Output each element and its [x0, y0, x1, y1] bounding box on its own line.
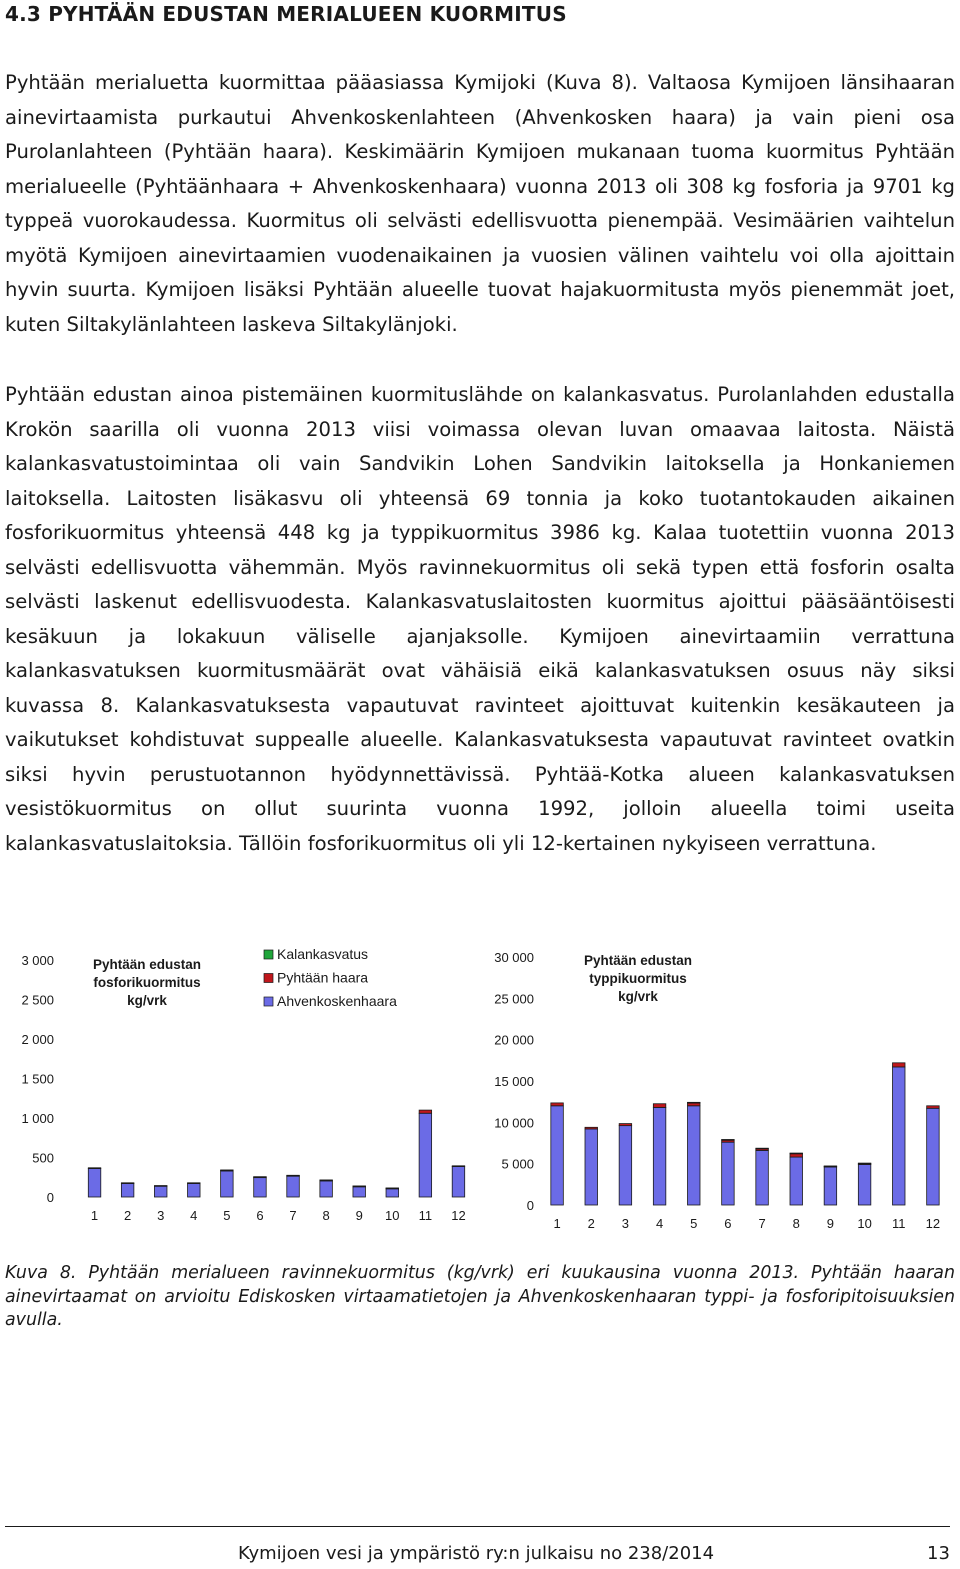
bar-ahvenkoskenhaara-8	[790, 1157, 803, 1205]
x-tick-label: 9	[355, 1208, 363, 1223]
x-tick-label: 7	[289, 1208, 297, 1223]
bar-ahvenkoskenhaara-2	[585, 1129, 598, 1205]
section-heading: 4.3 PYHTÄÄN EDUSTAN MERIALUEEN KUORMITUS	[5, 2, 567, 26]
x-tick-label: 1	[90, 1208, 99, 1223]
nitrogen-chart	[478, 945, 958, 1235]
bar-kalankasvatus-7	[287, 1175, 300, 1176]
y-tick-label: 1 000	[21, 1111, 54, 1126]
bar-ahvenkoskenhaara-11	[893, 1067, 906, 1205]
bar-kalankasvatus-8	[790, 1153, 803, 1154]
bar-kalankasvatus-9	[824, 1166, 837, 1167]
y-tick-label: 3 000	[21, 953, 54, 968]
page-number: 13	[927, 1543, 950, 1564]
legend-swatch	[264, 974, 273, 983]
bar-kalankasvatus-9	[353, 1186, 366, 1187]
legend-swatch	[264, 997, 273, 1006]
bar-ahvenkoskenhaara-6	[722, 1142, 735, 1205]
bar-pyht-n-haara-12	[452, 1166, 465, 1167]
bar-ahvenkoskenhaara-5	[221, 1171, 234, 1197]
bar-ahvenkoskenhaara-4	[653, 1107, 666, 1205]
x-tick-label: 5	[690, 1216, 698, 1231]
bar-ahvenkoskenhaara-10	[858, 1164, 871, 1205]
bar-pyht-n-haara-1	[551, 1103, 564, 1106]
paragraph-fish-farming: Pyhtään edustan ainoa pistemäinen kuormituslähde on kalankasvatus. Purolanlahden edustalla Krokön saarilla oli vuonna 2013 viisi voimassa olevan luvan omaavaa laitosta. Näistä kalankasvatustoimintaa oli vain Sandvikin Lohen Sandvikin laitoksella ja Honkaniemen laitoksella. Laitosten lisäkasvu oli yhteensä 69 tonnia ja koko tuotantokauden aikainen fosforikuormitus yhteensä 448 kg ja typpikuormitus 3986 kg. Kalaa tuotettiin vuonna 2013 selvästi edellisvuotta vähemmän. Myös ravinnekuormitus oli sekä typen että fosforin osalta selvästi laskenut edellisvuodesta. Kalankasvatuslaitosten kuormitus ajoittui pääsääntöisesti kesäkuun ja lokakuun väliselle ajanjaksolle. Kymijoen ainevirtaamiin verrattuna kalankasvatuksen kuormitusmäärät ovat vähäisiä eikä kalankasvatuksen osuus näy siksi kuvassa 8. Kalankasvatuksesta vapautuvat ravinteet ajoittuvat kuitenkin kesäkauteen ja vaikutukset kohdistuvat suppealle alueelle. Kalankasvatuksesta vapautuvat ravinteet ovatkin siksi hyvin perustuotannon hyödynnettävissä. Pyhtää-Kotka alueen kalankasvatuksen vesistökuormitus on ollut suurinta vuonna 1992, jolloin alueella toimi useita kalankasvatuslaitoksia. Tällöin fosforikuormitus oli yli 12-kertainen nykyiseen verrattuna.	[5, 383, 955, 855]
y-tick-label: 5 000	[501, 1156, 534, 1172]
legend-label: Pyhtään haara	[277, 969, 369, 986]
chart-title-line: fosforikuormitus	[93, 975, 201, 990]
y-tick-label: 20 000	[494, 1032, 534, 1048]
bar-ahvenkoskenhaara-5	[688, 1106, 701, 1205]
bar-ahvenkoskenhaara-10	[386, 1188, 399, 1197]
x-tick-label: 7	[758, 1216, 766, 1231]
bar-ahvenkoskenhaara-4	[188, 1183, 201, 1197]
bar-ahvenkoskenhaara-6	[254, 1177, 266, 1197]
chart-title-line: Pyhtään edustan	[92, 957, 202, 972]
bar-pyht-n-haara-12	[927, 1106, 940, 1108]
y-tick-label: 15 000	[494, 1074, 534, 1089]
bar-ahvenkoskenhaara-7	[756, 1150, 769, 1205]
bar-ahvenkoskenhaara-7	[287, 1176, 300, 1197]
bar-kalankasvatus-5	[688, 1102, 701, 1103]
bar-pyht-n-haara-3	[619, 1124, 632, 1126]
phosphorus-chart	[0, 945, 480, 1235]
bar-pyht-n-haara-2	[585, 1127, 598, 1129]
bar-ahvenkoskenhaara-2	[121, 1183, 134, 1197]
x-tick-label: 5	[223, 1208, 231, 1223]
x-tick-label: 12	[451, 1208, 466, 1223]
bar-kalankasvatus-10	[386, 1188, 399, 1189]
bar-pyht-n-haara-3	[154, 1186, 167, 1187]
x-tick-label: 6	[724, 1216, 732, 1231]
y-tick-label: 500	[32, 1150, 54, 1166]
y-tick-label: 2 500	[21, 992, 54, 1008]
bar-ahvenkoskenhaara-3	[619, 1126, 632, 1205]
bar-kalankasvatus-6	[254, 1177, 266, 1178]
bar-kalankasvatus-7	[756, 1148, 769, 1149]
x-tick-label: 11	[418, 1208, 433, 1223]
x-tick-label: 3	[621, 1216, 630, 1231]
legend-label: Ahvenkoskenhaara	[277, 993, 397, 1009]
bar-ahvenkoskenhaara-8	[320, 1181, 333, 1197]
legend-label: Kalankasvatus	[277, 946, 369, 962]
bar-pyht-n-haara-11	[893, 1063, 906, 1067]
x-tick-label: 2	[587, 1216, 595, 1231]
bar-ahvenkoskenhaara-3	[154, 1186, 167, 1197]
bar-kalankasvatus-10	[858, 1163, 871, 1164]
x-tick-label: 2	[124, 1208, 132, 1223]
x-tick-label: 1	[553, 1216, 561, 1231]
bar-ahvenkoskenhaara-9	[353, 1186, 366, 1197]
chart-title-line: Pyhtään edustan	[583, 953, 693, 968]
bar-kalankasvatus-8	[320, 1180, 333, 1181]
chart-title-line: kg/vrk	[127, 993, 167, 1008]
x-tick-label: 8	[322, 1208, 330, 1223]
x-tick-label: 4	[190, 1208, 198, 1223]
x-tick-label: 12	[925, 1216, 941, 1231]
chart-title-line: typpikuormitus	[589, 971, 687, 986]
y-tick-label: 2 000	[21, 1032, 54, 1047]
bar-pyht-n-haara-11	[419, 1110, 432, 1113]
bar-ahvenkoskenhaara-1	[88, 1169, 101, 1197]
figure-caption: Kuva 8. Pyhtään merialueen ravinnekuormitus (kg/vrk) eri kuukausina vuonna 2013. Pyhtään haaran ainevirtaamat on arvioitu Ediskosken virtaamatietojen ja Ahvenkoskenhaaran typpi- ja fosforipitoisuuksien avulla.	[5, 1263, 955, 1330]
y-tick-label: 25 000	[494, 991, 534, 1007]
x-tick-label: 6	[256, 1208, 264, 1223]
paragraph-kymijoki-load: Pyhtään merialuetta kuormittaa pääasiassa Kymijoki (Kuva 8). Valtaosa Kymijoen länsihaaran ainevirtaamista purkautui Ahvenkoskenlahteen (Ahvenkosken haara) ja vain pieni osa Purolanlahteen (Pyhtään haara). Keskimäärin Kymijoen mukanaan tuoma kuormitus Pyhtään merialueelle (Pyhtäänhaara + Ahvenkoskenhaara) vuonna 2013 oli 308 kg fosforia ja 9701 kg typpeä vuorokaudessa. Kuormitus oli selvästi edellisvuotta pienempää. Vesimäärien vaihtelun myötä Kymijoen ainevirtaamien vuodenaikainen ja vuosien välinen vaihtelu voi olla ajoittain hyvin suurta. Kymijoen lisäksi Pyhtään alueelle tuovat hajakuormitusta myös pienemmät joet, kuten Siltakylänlahteen laskeva Siltakylänjoki.	[5, 71, 955, 336]
x-tick-label: 11	[892, 1216, 906, 1231]
chart-title-line: kg/vrk	[618, 989, 658, 1004]
y-tick-label: 1 500	[21, 1071, 54, 1087]
bar-pyht-n-haara-2	[121, 1183, 134, 1184]
bar-ahvenkoskenhaara-12	[452, 1167, 465, 1197]
footer-divider	[5, 1526, 950, 1527]
nitrogen-chart-svg	[478, 945, 958, 1235]
x-tick-label: 4	[655, 1216, 664, 1231]
x-tick-label: 10	[857, 1216, 872, 1231]
legend-swatch	[264, 950, 273, 959]
x-tick-label: 8	[792, 1216, 800, 1231]
bar-ahvenkoskenhaara-12	[927, 1108, 940, 1205]
bar-ahvenkoskenhaara-9	[824, 1167, 837, 1205]
x-tick-label: 10	[385, 1208, 400, 1223]
y-tick-label: 10 000	[494, 1115, 534, 1131]
bar-kalankasvatus-6	[722, 1140, 735, 1141]
y-tick-label: 30 000	[494, 950, 534, 965]
y-tick-label: 0	[46, 1190, 54, 1205]
footer-publication: Kymijoen vesi ja ympäristö ry:n julkaisu no 238/2014	[238, 1543, 715, 1564]
bar-kalankasvatus-5	[221, 1170, 234, 1171]
phosphorus-chart-svg	[0, 945, 480, 1235]
bar-ahvenkoskenhaara-1	[551, 1106, 564, 1205]
bar-pyht-n-haara-1	[88, 1168, 101, 1169]
bar-pyht-n-haara-4	[653, 1104, 666, 1108]
y-tick-label: 0	[526, 1198, 534, 1213]
x-tick-label: 9	[826, 1216, 835, 1231]
bar-pyht-n-haara-4	[188, 1183, 201, 1184]
x-tick-label: 3	[157, 1208, 165, 1223]
bar-ahvenkoskenhaara-11	[419, 1113, 432, 1197]
